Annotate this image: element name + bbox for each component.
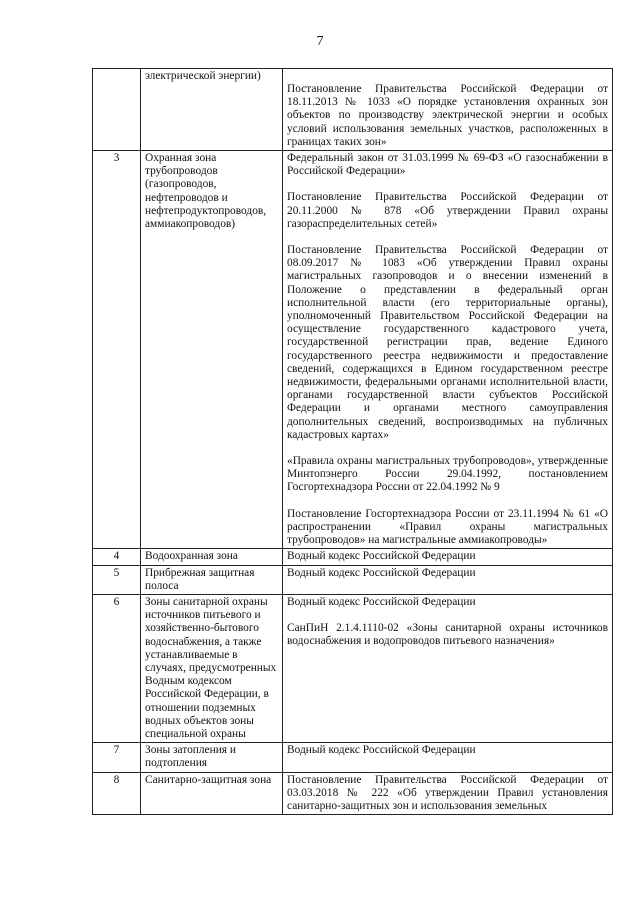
row-number: 4 <box>93 549 141 565</box>
table-row <box>93 565 613 594</box>
zone-name: электрической энергии) <box>141 69 283 151</box>
legal-basis-cell <box>283 594 613 742</box>
legal-act: Водный кодекс Российской Федерации <box>287 566 476 579</box>
zone-name: Зоны санитарной охраны источников питьевого и хозяйственно-бытового водоснабжения, а также устанавливаемые в случаях, предусмотренных Водным кодексом Российской Федерации, в отношении подземных водных объектов зоны специальной охраны <box>141 594 283 742</box>
legal-basis-cell <box>283 151 613 549</box>
legal-act: Постановление Правительства Российской Федерации от 20.11.2000 № 878 «Об утверждении Правил охраны газораспределительных сетей» <box>287 191 608 230</box>
zone-name: Водоохранная зона <box>141 549 283 565</box>
legal-act: Водный кодекс Российской Федерации <box>287 744 476 757</box>
table-row <box>93 151 613 549</box>
legal-basis-cell <box>283 743 613 772</box>
row-number: 6 <box>93 594 141 742</box>
legal-act: Постановление Правительства Российской Федерации от 08.09.2017 № 1083 «Об утверждении Правил охраны магистральных газопроводов и о внесении изменений в Положение о представлении в федеральный орган исполнительной власти (его территориальные органы), уполномоченный Правительством Российской Федерации на осуществление государственного кадастрового учета, государственной регистрации прав, ведение Единого государственного реестра недвижимости и предоставление сведений, содержащихся в Едином государственном реестре недвижимости, федеральными органами исполнительной власти, органами государственной власти субъектов Российской Федерации и органами местного самоуправления дополнительных сведений, воспроизводимых на публичных кадастровых картах» <box>287 244 608 441</box>
row-number <box>93 69 141 151</box>
legal-basis-cell <box>283 549 613 565</box>
legal-act: Водный кодекс Российской Федерации <box>287 595 476 608</box>
table-row <box>93 772 613 815</box>
zone-name: Санитарно-защитная зона <box>141 772 283 815</box>
table-row <box>93 549 613 565</box>
legal-act: Постановление Правительства Российской Федерации от 18.11.2013 № 1033 «О порядке установления охранных зон объектов по производству электрической энергии и особых условий использования земельных участков, расположенных в границах таких зон» <box>287 83 608 148</box>
legal-act: «Правила охраны магистральных трубопроводов», утвержденные Минтопэнерго России 29.04.1992, постановлением Госгортехнадзора России от 22.04.1992 № 9 <box>287 455 608 494</box>
table-row <box>93 743 613 772</box>
table-row <box>93 594 613 742</box>
row-number: 7 <box>93 743 141 772</box>
legal-basis-cell <box>283 565 613 594</box>
table-row <box>93 69 613 151</box>
legal-act: Водный кодекс Российской Федерации <box>287 550 476 563</box>
row-number: 5 <box>93 565 141 594</box>
page-number: 7 <box>316 34 324 49</box>
legal-act: СанПиН 2.1.4.1110-02 «Зоны санитарной охраны источников водоснабжения и водопроводов питьевого назначения» <box>287 622 608 648</box>
zone-name: Зоны затопления и подтопления <box>141 743 283 772</box>
zones-table <box>92 68 613 815</box>
row-number: 8 <box>93 772 141 815</box>
legal-act: Постановление Госгортехнадзора России от 23.11.1994 № 61 «О распространении «Правил охраны магистральных трубопроводов» на магистральные аммиакопроводы» <box>287 507 608 547</box>
legal-basis-cell <box>283 69 613 151</box>
zone-name: Прибрежная защитная полоса <box>141 565 283 594</box>
legal-basis-cell <box>283 772 613 815</box>
zone-name: Охранная зона трубопроводов (газопроводов, нефтепроводов и нефтепродуктопроводов, аммиакопроводов) <box>141 151 283 549</box>
row-number: 3 <box>93 151 141 549</box>
legal-act: Федеральный закон от 31.03.1999 № 69-ФЗ «О газоснабжении в Российской Федерации» <box>287 152 608 178</box>
legal-act: Постановление Правительства Российской Федерации от 03.03.2018 № 222 «Об утверждении Правил установления санитарно-защитных зон и использования земельных <box>287 773 608 812</box>
